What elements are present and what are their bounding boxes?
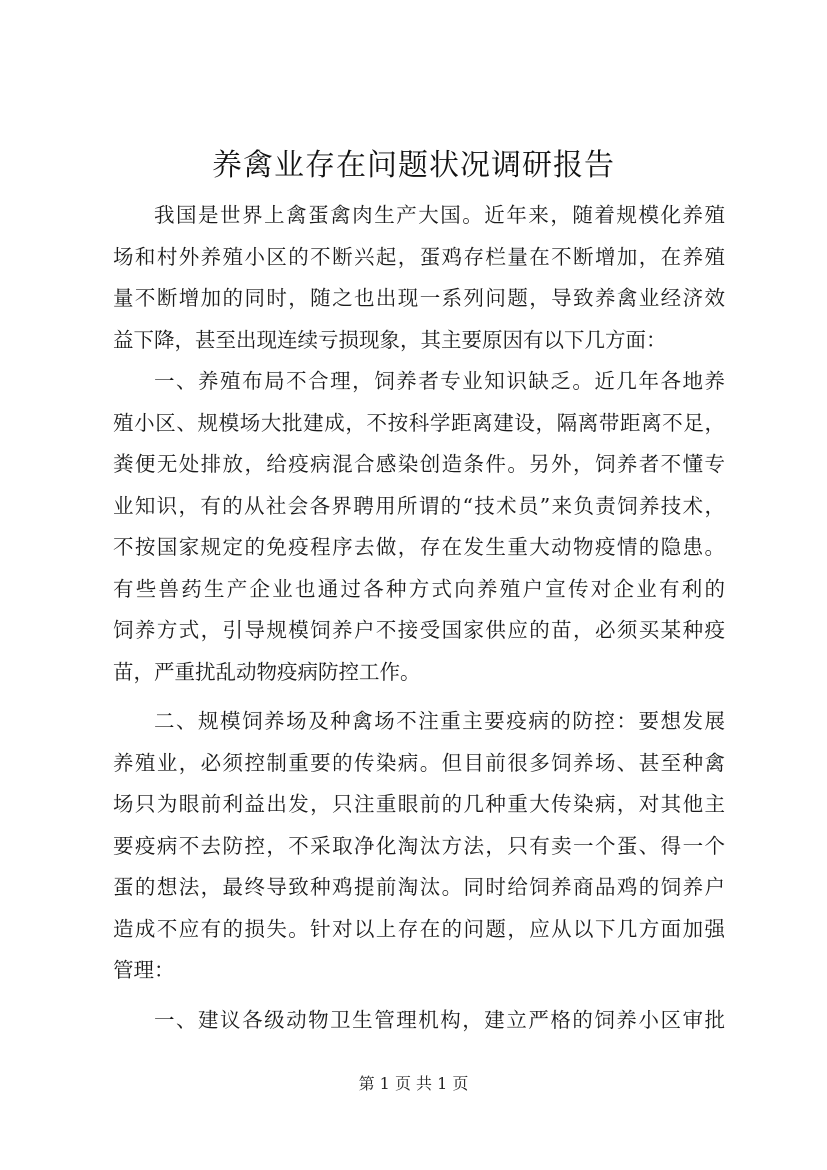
document-title: 养禽业存在问题状况调研报告 (212, 148, 615, 183)
text-line: 管理： (113, 958, 175, 982)
text-line: 苗，严重扰乱动物疫病防控工作。 (113, 659, 421, 684)
text-line: 要疫病不去防控，不采取净化淘汰方法，只有卖一个蛋、得一个 (113, 833, 725, 858)
text-line: 场和村外养殖小区的不断兴起，蛋鸡存栏量在不断增加，在养殖 (113, 244, 725, 269)
paragraph (113, 195, 725, 361)
text-line: 造成不应有的损失。针对以上存在的问题，应从以下几方面加强 (113, 916, 725, 941)
text-line: 不按国家规定的免疫程序去做，存在发生重大动物疫情的隐患。 (113, 535, 725, 559)
paragraph (113, 701, 725, 992)
text-line: 殖小区、规模场大批建成，不按科学距离建设，隔离带距离不足， (113, 410, 725, 435)
page-footer: 第 1 页 共 1 页 (358, 1074, 469, 1093)
text-line: 一、养殖布局不合理，饲养者专业知识缺乏。近几年各地养 (154, 369, 725, 393)
paragraph-gap (113, 992, 725, 1000)
text-line: 一、建议各级动物卫生管理机构，建立严格的饲养小区审批 (154, 1007, 725, 1032)
text-line: 我国是世界上禽蛋禽肉生产大国。近年来，随着规模化养殖 (154, 203, 725, 227)
paragraph (113, 361, 725, 693)
text-line: 饲养方式，引导规模饲养户不接受国家供应的苗，必须买某种疫 (113, 618, 725, 642)
paragraph-gap (113, 693, 725, 701)
document-body (113, 195, 725, 1041)
text-line: 益下降，甚至出现连续亏损现象，其主要原因有以下几方面： (113, 327, 667, 352)
paragraph (113, 1000, 725, 1042)
text-line: 二、规模饲养场及种禽场不注重主要疫病的防控：要想发展 (154, 709, 725, 733)
text-line: 蛋的想法，最终导致种鸡提前淘汰。同时给饲养商品鸡的饲养户 (113, 875, 725, 899)
text-line: 有些兽药生产企业也通过各种方式向养殖户宣传对企业有利的 (113, 576, 725, 601)
text-line: 粪便无处排放，给疫病混合感染创造条件。另外，饲养者不懂专 (113, 452, 725, 476)
text-line: 量不断增加的同时，随之也出现一系列问题，导致养禽业经济效 (113, 286, 725, 310)
text-line: 业知识，有的从社会各界聘用所谓的“技术员”来负责饲养技术， (113, 493, 725, 518)
text-line: 场只为眼前利益出发，只注重眼前的几种重大传染病，对其他主 (113, 792, 725, 816)
text-line: 养殖业，必须控制重要的传染病。但目前很多饲养场、甚至种禽 (113, 750, 725, 775)
